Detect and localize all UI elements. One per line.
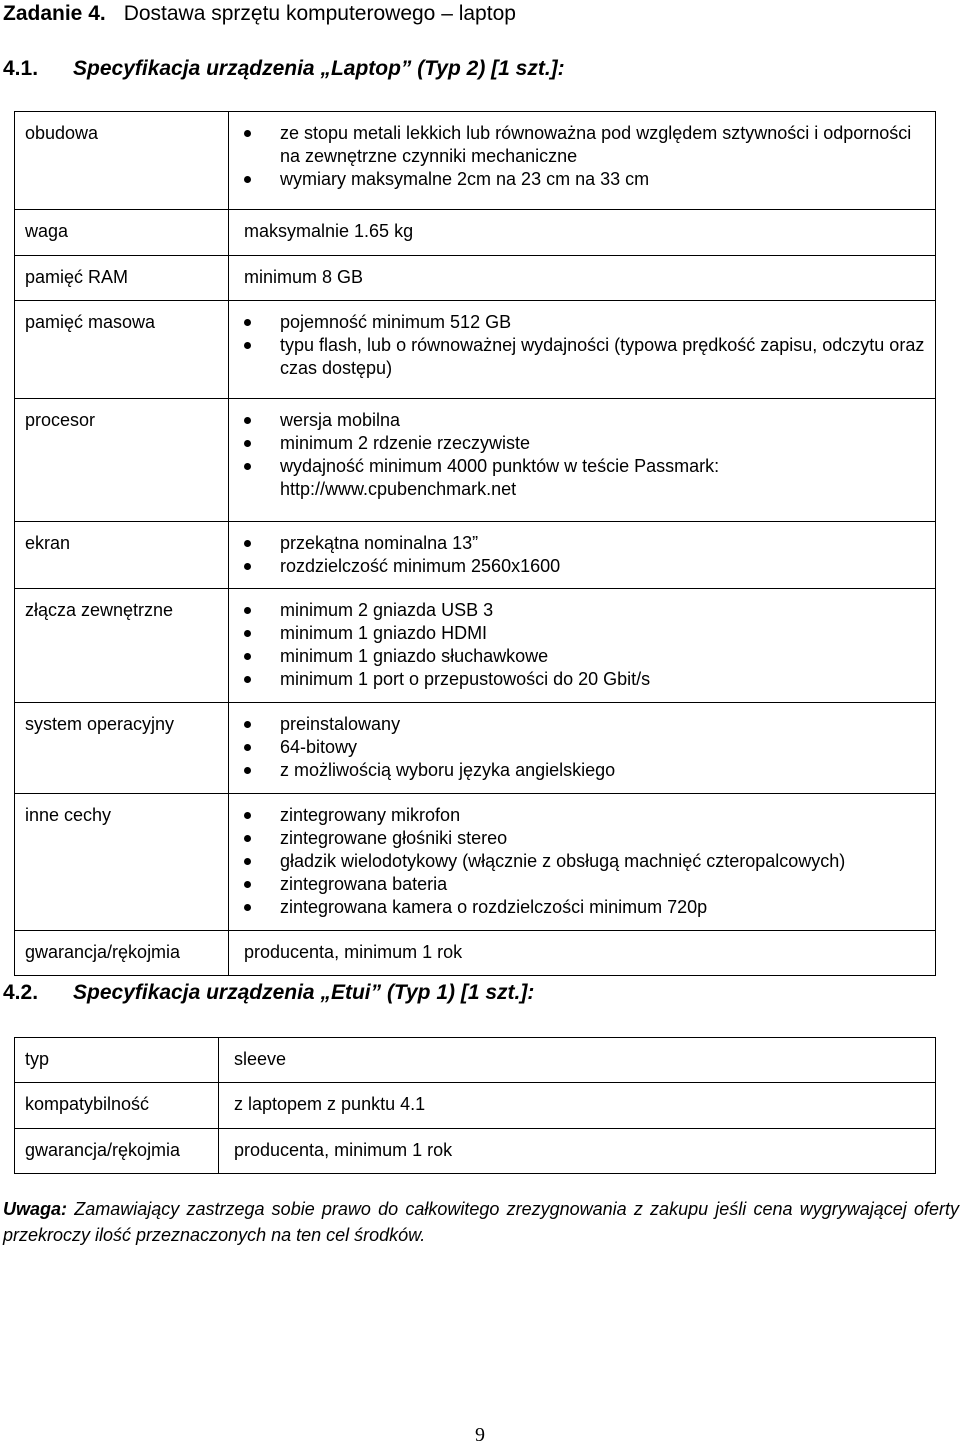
row-label: ekran bbox=[15, 522, 229, 589]
list-item: gładzik wielodotykowy (włącznie z obsługą machnięć czteropalcowych) bbox=[244, 850, 927, 873]
task-title: Dostawa sprzętu komputerowego – laptop bbox=[123, 2, 516, 25]
table-row bbox=[15, 589, 936, 703]
row-label: obudowa bbox=[15, 112, 229, 210]
row-label: inne cechy bbox=[15, 794, 229, 931]
table-row bbox=[15, 522, 936, 589]
row-label: kompatybilność bbox=[15, 1083, 219, 1129]
table-row bbox=[15, 1083, 936, 1129]
table-row bbox=[15, 210, 936, 256]
table-row bbox=[15, 256, 936, 301]
row-value: maksymalnie 1.65 kg bbox=[229, 210, 936, 256]
row-label: system operacyjny bbox=[15, 703, 229, 794]
note-text: Zamawiający zastrzega sobie prawo do całkowitego zrezygnowania z zakupu jeśli cena wygrywającej oferty przekroczy ilość przeznaczonych na ten cel środków. bbox=[3, 1199, 959, 1245]
row-value bbox=[229, 399, 936, 522]
list-item: minimum 2 rdzenie rzeczywiste bbox=[244, 432, 927, 455]
list-item: typu flash, lub o równoważnej wydajności (typowa prędkość zapisu, odczytu oraz czas dostępu) bbox=[244, 334, 927, 380]
list-item: zintegrowana kamera o rozdzielczości minimum 720p bbox=[244, 896, 927, 919]
list-item: zintegrowane głośniki stereo bbox=[244, 827, 927, 850]
list-item: minimum 1 gniazdo HDMI bbox=[244, 622, 927, 645]
table-row bbox=[15, 794, 936, 931]
row-value: minimum 8 GB bbox=[229, 256, 936, 301]
table-row bbox=[15, 399, 936, 522]
list-item: minimum 1 gniazdo słuchawkowe bbox=[244, 645, 927, 668]
row-value: producenta, minimum 1 rok bbox=[229, 931, 936, 976]
list-item: wymiary maksymalne 2cm na 23 cm na 33 cm bbox=[244, 168, 927, 191]
row-label: waga bbox=[15, 210, 229, 256]
table-row bbox=[15, 703, 936, 794]
table-row bbox=[15, 931, 936, 976]
list-item: przekątna nominalna 13” bbox=[244, 532, 927, 555]
section-title: Specyfikacja urządzenia „Laptop” (Typ 2) [1 szt.]: bbox=[73, 57, 565, 80]
list-item: preinstalowany bbox=[244, 713, 927, 736]
row-value bbox=[229, 301, 936, 399]
list-item: ze stopu metali lekkich lub równoważna pod względem sztywności i odporności na zewnętrzne czynniki mechaniczne bbox=[244, 122, 927, 168]
task-heading bbox=[3, 2, 516, 26]
table-row bbox=[15, 112, 936, 210]
row-label: złącza zewnętrzne bbox=[15, 589, 229, 703]
row-label: pamięć RAM bbox=[15, 256, 229, 301]
row-label: gwarancja/rękojmia bbox=[15, 931, 229, 976]
list-item: minimum 1 port o przepustowości do 20 Gbit/s bbox=[244, 668, 927, 691]
row-value bbox=[229, 703, 936, 794]
list-item: wersja mobilna bbox=[244, 409, 927, 432]
list-item: 64-bitowy bbox=[244, 736, 927, 759]
note-paragraph bbox=[3, 1196, 959, 1248]
section-heading-4-2 bbox=[3, 981, 534, 1005]
row-label: procesor bbox=[15, 399, 229, 522]
list-item: z możliwością wyboru języka angielskiego bbox=[244, 759, 927, 782]
list-item: pojemność minimum 512 GB bbox=[244, 311, 927, 334]
list-item: minimum 2 gniazda USB 3 bbox=[244, 599, 927, 622]
section-heading-4-1 bbox=[3, 57, 565, 81]
row-value: sleeve bbox=[219, 1038, 936, 1083]
section-title: Specyfikacja urządzenia „Etui” (Typ 1) [1 szt.]: bbox=[73, 981, 535, 1004]
row-value bbox=[229, 589, 936, 703]
list-item: wydajność minimum 4000 punktów w teście Passmark: http://www.cpubenchmark.net bbox=[244, 455, 927, 501]
list-item: zintegrowana bateria bbox=[244, 873, 927, 896]
section-number: 4.2. bbox=[3, 981, 39, 1004]
row-value: producenta, minimum 1 rok bbox=[219, 1129, 936, 1174]
table-row bbox=[15, 301, 936, 399]
row-value bbox=[229, 112, 936, 210]
list-item: zintegrowany mikrofon bbox=[244, 804, 927, 827]
note-label: Uwaga: bbox=[3, 1199, 68, 1219]
row-label: gwarancja/rękojmia bbox=[15, 1129, 219, 1174]
page-number: 9 bbox=[475, 1424, 485, 1446]
row-label: typ bbox=[15, 1038, 219, 1083]
list-item: rozdzielczość minimum 2560x1600 bbox=[244, 555, 927, 578]
row-value bbox=[229, 522, 936, 589]
row-value bbox=[229, 794, 936, 931]
row-value: z laptopem z punktu 4.1 bbox=[219, 1083, 936, 1129]
task-label: Zadanie 4. bbox=[3, 2, 106, 25]
laptop-spec-table bbox=[14, 111, 936, 976]
table-row bbox=[15, 1038, 936, 1083]
row-label: pamięć masowa bbox=[15, 301, 229, 399]
case-spec-table bbox=[14, 1037, 936, 1174]
table-row bbox=[15, 1129, 936, 1174]
section-number: 4.1. bbox=[3, 57, 39, 80]
